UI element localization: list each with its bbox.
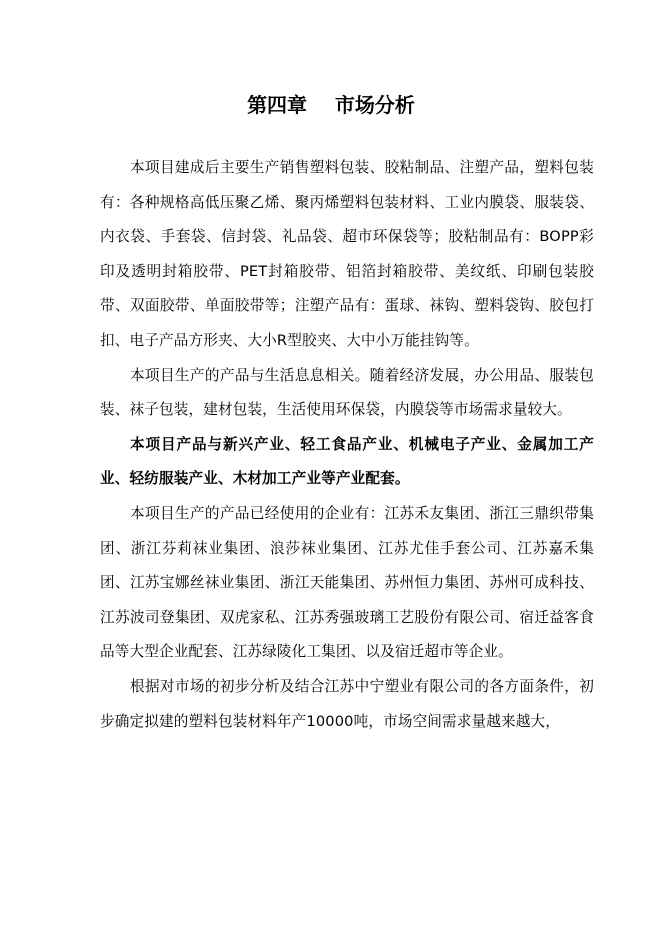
paragraph-market-demand: 本项目生产的产品与生活息息相关。随着经济发展，办公用品、服装包装、袜子包装，建材包装，生活使用环保袋，内膜袋等市场需求量较大。: [100, 366, 594, 419]
paragraph-industry-support: 本项目产品与新兴产业、轻工食品产业、机械电子产业、金属加工产业、轻纺服装产业、木材加工产业等产业配套。: [100, 435, 594, 488]
chapter-title: 第四章 市场分析: [247, 93, 415, 117]
paragraph-client-enterprises: 本项目生产的产品已经使用的企业有：江苏禾友集团、浙江三鼎织带集团、浙江芬莉袜业集团、浪莎袜业集团、江苏尤佳手套公司、江苏嘉禾集团、江苏宝娜丝袜业集团、浙江天能集团、苏州恒力集团、苏州可成科技、江苏波司登集团、双虎家私、江苏秀强玻璃工艺股份有限公司、宿迁益客食品等大型企业配套、江苏绿陵化工集团、以及宿迁超市等企业。: [100, 504, 594, 661]
paragraph-products: 本项目建成后主要生产销售塑料包装、胶粘制品、注塑产品，塑料包装有：各种规格高低压聚乙烯、聚丙烯塑料包装材料、工业内膜袋、服装袋、内衣袋、手套袋、信封袋、礼品袋、超市环保袋等；胶粘制品有：BOPP彩印及透明封箱胶带、PET封箱胶带、铝箔封箱胶带、美纹纸、印刷包装胶带、双面胶带、单面胶带等；注塑产品有：蛋球、袜钩、塑料袋钩、胶包打扣、电子产品方形夹、大小R型胶夹、大中小万能挂钩等。: [100, 159, 594, 349]
paragraph-production-capacity: 根据对市场的初步分析及结合江苏中宁塑业有限公司的各方面条件，初步确定拟建的塑料包装材料年产10000吨，市场空间需求量越来越大，: [100, 677, 594, 730]
document-body: [100, 151, 594, 739]
